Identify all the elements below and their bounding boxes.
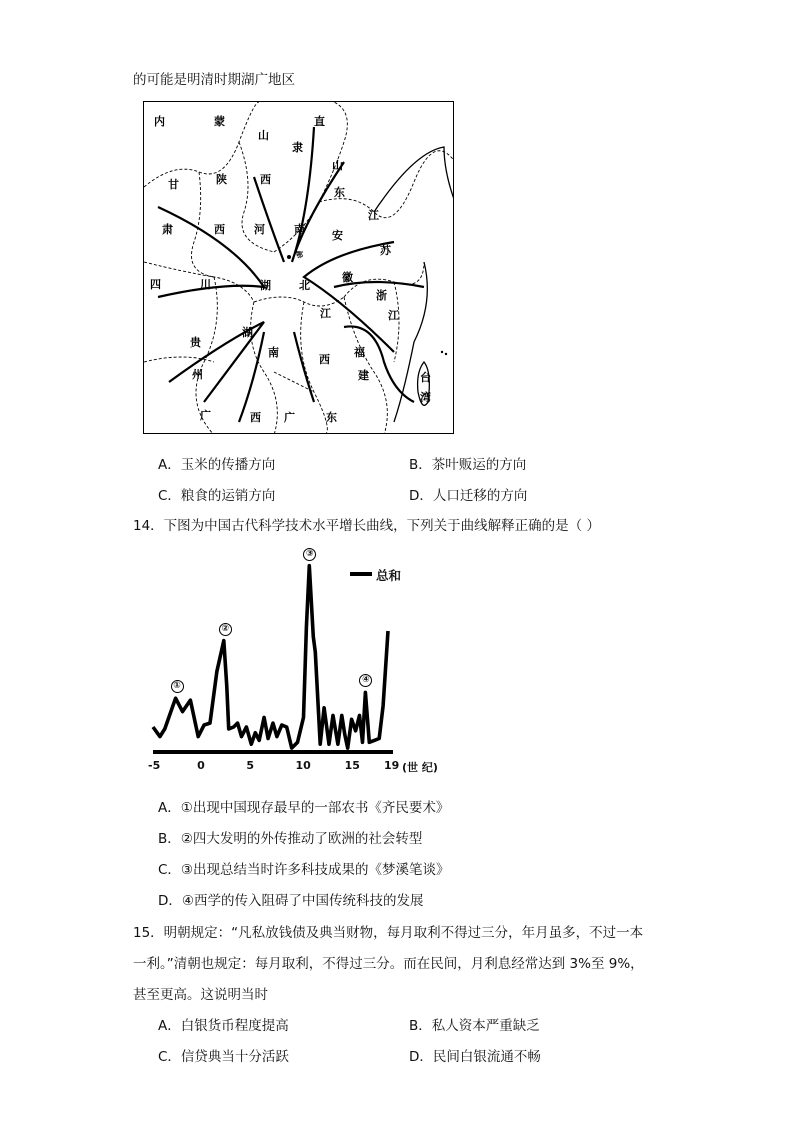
map-label-shaan: 陕 <box>216 173 227 186</box>
q13-option-b[interactable]: B．茶叶贩运的方向 <box>409 457 527 473</box>
flow-arrow-s2 <box>294 332 314 402</box>
x-tick-label: 5 <box>246 759 254 772</box>
map-label-nei: 内 <box>154 115 165 128</box>
map-label-fu: 福 <box>354 346 365 359</box>
map-coast-1 <box>374 147 454 212</box>
q15-option-c[interactable]: C．信贷典当十分活跃 <box>158 1049 289 1065</box>
map-label-jiang3: 江 <box>388 309 399 322</box>
q14-option-c[interactable]: C．③出现总结当时许多科技成果的《梦溪笔谈》 <box>158 862 450 878</box>
series-line-total <box>153 566 388 748</box>
x-unit-label: (世 纪) <box>402 761 438 774</box>
map-label-bei: 北 <box>299 279 310 292</box>
map-label-dong2: 东 <box>326 411 337 424</box>
map-label-gan: 甘 <box>168 178 179 191</box>
chart-annotation: ④ <box>359 674 372 687</box>
intro-text: 的可能是明清时期湖广地区 <box>133 72 295 88</box>
map-label-guang1: 广 <box>200 409 211 422</box>
x-tick-label: 10 <box>295 759 311 772</box>
map-label-jian: 建 <box>358 369 369 382</box>
science-chart <box>140 536 460 781</box>
map-label-shan1: 山 <box>258 129 269 142</box>
map-label-su2: 苏 <box>380 244 391 257</box>
map-label-su1: 肃 <box>162 223 173 236</box>
chart-annotation: ① <box>171 680 184 693</box>
x-tick-label: 19 <box>384 759 400 772</box>
map-label-li: 隶 <box>292 141 303 154</box>
map-border-12 <box>344 297 387 434</box>
legend-label: 总和 <box>376 568 402 583</box>
map-label-hu1: 湖 <box>260 279 271 292</box>
q15-stem-line-1: 15．明朝规定：“凡私放钱债及典当财物，每月取利不得过三分，年月虽多，不过一本 <box>133 925 644 941</box>
map-label-xi2: 西 <box>214 223 225 236</box>
q15-option-d[interactable]: D．民间白银流通不畅 <box>409 1049 541 1065</box>
q13-option-d[interactable]: D．人口迁移的方向 <box>409 488 528 504</box>
map-border-7 <box>254 297 344 306</box>
map-label-jiang2: 江 <box>320 307 331 320</box>
map-label-zhi: 直 <box>314 115 325 128</box>
map-label-hu2: 湖 <box>242 326 253 339</box>
chart-annotation: ③ <box>303 548 316 561</box>
map-label-nan2: 南 <box>268 346 279 359</box>
x-tick-label: -5 <box>148 759 161 772</box>
map-label-zhe: 浙 <box>376 289 387 302</box>
map-label-hui: 徽 <box>342 271 353 284</box>
map-label-nan1: 南 <box>294 223 305 236</box>
map-label-gui: 贵 <box>190 336 201 349</box>
q13-option-c[interactable]: C．粮食的运销方向 <box>158 488 276 504</box>
x-tick-label: 15 <box>344 759 360 772</box>
map-label-tai: 台 <box>420 371 431 384</box>
map-label-si: 四 <box>150 278 161 291</box>
flow-arrow-nw <box>254 177 284 262</box>
q14-option-a[interactable]: A．①出现中国现存最早的一部农书《齐民要术》 <box>158 800 450 816</box>
map-label-chuan: 川 <box>200 278 211 291</box>
flow-arrow-s1 <box>239 332 264 422</box>
q14-option-d[interactable]: D．④西学的传入阻碍了中国传统科技的发展 <box>158 893 424 909</box>
chart-annotation: ② <box>219 623 232 636</box>
q15-stem-line-2: 一利。”清朝也规定：每月取利，不得过三分。而在民间，月利息经常达到 3%至 9%， <box>133 956 644 972</box>
map-border-5 <box>192 172 215 277</box>
map-label-wu: 鄂 <box>296 251 303 259</box>
map-label-he: 河 <box>254 223 265 236</box>
q14-option-b[interactable]: B．②四大发明的外传推动了欧洲的社会转型 <box>158 831 423 847</box>
map-label-an: 安 <box>332 229 343 242</box>
map-label-xi1: 西 <box>260 173 271 186</box>
flow-arrow-west <box>158 207 264 297</box>
map-border-13 <box>394 282 399 362</box>
map-label-xi3: 西 <box>319 353 330 366</box>
map-figure <box>143 101 454 434</box>
map-label-zhou: 州 <box>192 368 203 381</box>
map-label-meng: 蒙 <box>214 115 225 128</box>
map-label-shan2: 山 <box>332 159 343 172</box>
q15-stem-line-3: 甚至更高。这说明当时 <box>133 987 268 1003</box>
map-label-jiang1: 江 <box>368 209 379 222</box>
q14-stem: 14．下图为中国古代科学技术水平增长曲线，下列关于曲线解释正确的是（ ） <box>133 518 600 534</box>
center-dot <box>287 255 291 259</box>
q13-option-a[interactable]: A．玉米的传播方向 <box>158 457 276 473</box>
q15-option-b[interactable]: B．私人资本严重缺乏 <box>409 1018 540 1034</box>
map-label-wan: 湾 <box>420 391 431 404</box>
x-tick-label: 0 <box>197 759 205 772</box>
map-label-xi4: 西 <box>250 411 261 424</box>
map-label-guang2: 广 <box>284 411 295 424</box>
map-label-dong1: 东 <box>334 186 345 199</box>
chart-svg <box>140 536 460 781</box>
q15-option-a[interactable]: A．白银货币程度提高 <box>158 1018 289 1034</box>
